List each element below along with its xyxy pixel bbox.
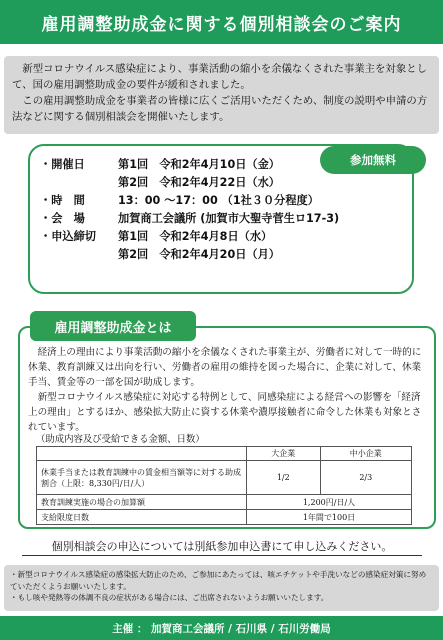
page-title: 雇用調整助成金に関する個別相談会のご案内 <box>0 0 443 44</box>
venue-value: 加賀商工会議所 (加賀市大聖寺菅生ロ17-3) <box>118 212 340 225</box>
note-item: ・もし咳や発熱等の体調不良の症状がある場合には、ご出席されないようお願いいたします。 <box>10 593 329 602</box>
schedule-deadline-row-2 <box>40 246 404 264</box>
deadline-value-1: 第1回 令和2年4月8日（水） <box>118 230 273 243</box>
free-admission-badge: 参加無料 <box>320 146 426 174</box>
table-row <box>37 495 412 510</box>
intro-paragraph: この雇用調整助成金を事業者の皆様に広くご活用いただくため、制度の説明や申請の方法などに関する個別相談会を開催いたします。 <box>12 95 428 123</box>
table-cell: 1,200円/日/人 <box>247 495 412 510</box>
date-value-1: 第1回 令和2年4月10日（金） <box>118 158 280 171</box>
table-cell-label: 教育訓練実施の場合の加算額 <box>37 495 247 510</box>
schedule-venue-row <box>40 210 404 228</box>
table-cell-label: 支給限度日数 <box>37 510 247 525</box>
table-header-row <box>37 447 412 461</box>
table-cell: 2/3 <box>320 461 411 495</box>
date-value-2: 第2回 令和2年4月22日（水） <box>118 176 280 189</box>
deadline-value-2: 第2回 令和2年4月20日（月） <box>118 248 280 261</box>
subsidy-info-text <box>28 345 428 435</box>
table-cell: 1/2 <box>247 461 321 495</box>
venue-label: ・会 場 <box>40 212 85 225</box>
table-cell: 1年間で100日 <box>247 510 412 525</box>
schedule-time-row <box>40 192 404 210</box>
sponsor-footer: 主催 ： 加賀商工会議所 / 石川県 / 石川労働局 <box>0 616 443 640</box>
subsidy-table <box>36 446 412 525</box>
info-paragraph-2: 新型コロナウイルス感染症に対応する特例として、同感染症による経営への影響を「経済上の理由」とするほか、感染拡大防止に資する休業や濃厚接触者に命令した休業も対象とされています。 <box>28 392 422 433</box>
note-item: ・新型コロナウイルス感染症の感染拡大防止のため、ご参加にあたっては、咳エチケットや手洗いなどの感染症対策に努めていただくようお願いいたします。 <box>10 570 427 591</box>
intro-box <box>4 56 439 134</box>
schedule-date-row-2 <box>40 174 404 192</box>
subsidy-info-header: 雇用調整助成金とは <box>30 311 196 341</box>
application-instruction: 個別相談会の申込については別紙参加申込書にて申し込みください。 <box>22 538 422 556</box>
schedule-deadline-row <box>40 228 404 246</box>
table-header-empty <box>37 447 247 461</box>
table-row <box>37 510 412 525</box>
table-header-small-company: 中小企業 <box>320 447 411 461</box>
table-cell-label: 休業手当または教育訓練中の賃金相当額等に対する助成割合（上限：8,330円/日/人） <box>37 461 247 495</box>
table-caption: （助成内容及び受給できる金額、日数） <box>36 434 205 445</box>
info-paragraph-1: 経済上の理由により事業活動の縮小を余儀なくされた事業主が、労働者に対して一時的に休業、教育訓練又は出向を行い、労働者の雇用の維持を図った場合に、企業に対して、休業手当、賃金等の一部を国が助成します。 <box>28 347 422 388</box>
time-label: ・時 間 <box>40 194 85 207</box>
table-row <box>37 461 412 495</box>
date-label: ・開催日 <box>40 158 85 171</box>
deadline-label: ・申込締切 <box>40 230 96 243</box>
intro-paragraph: 新型コロナウイルス感染症により、事業活動の縮小を余儀なくされた事業主を対象として、国の雇用調整助成金の要件が緩和されました。 <box>12 63 427 91</box>
notes-box <box>4 565 439 611</box>
time-value: 13：00 〜17：00 （1社３０分程度） <box>118 194 319 207</box>
table-header-large-company: 大企業 <box>247 447 321 461</box>
